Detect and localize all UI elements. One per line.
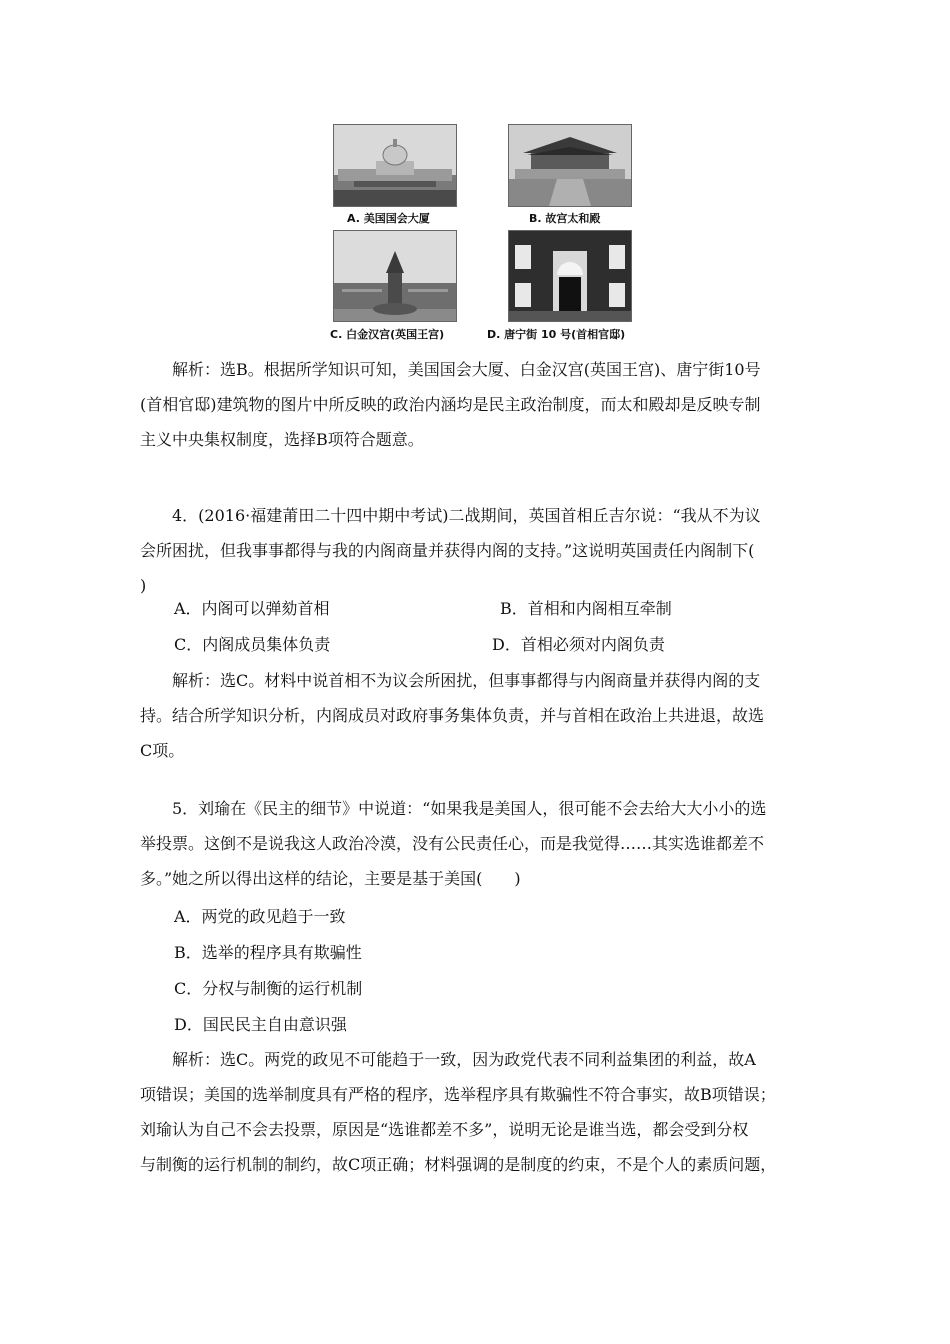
q5-analysis-line-3: 刘瑜认为自己不会去投票，原因是“选谁都差不多”，说明无论是谁当选，都会受到分权 <box>140 1120 749 1139</box>
q5-stem-line-2: 举投票。这倒不是说我这人政治冷漠，没有公民责任心，而是我觉得……其实选谁都差不 <box>140 834 765 853</box>
q5-option-b: B．选举的程序具有欺骗性 <box>174 943 362 962</box>
buckingham-palace-photo <box>333 230 457 322</box>
downing-street-photo <box>508 230 632 322</box>
q4-stem <box>140 498 820 603</box>
q4-option-c: C．内阁成员集体负责 <box>174 635 331 654</box>
building-photo-figure <box>330 122 635 344</box>
q5-stem <box>140 791 820 896</box>
caption-b: B. 故宫太和殿 <box>529 212 601 225</box>
q5-stem-line-3: 多。”她之所以得出这样的结论，主要是基于美国( ) <box>140 869 521 888</box>
q3-analysis-line-3: 主义中央集权制度，选择B项符合题意。 <box>140 430 424 449</box>
q3-analysis-line-2: (首相官邸)建筑物的图片中所反映的政治内涵均是民主政治制度，而太和殿却是反映专制 <box>140 395 761 414</box>
q5-option-d: D．国民民主自由意识强 <box>174 1015 347 1034</box>
caption-a: A. 美国国会大厦 <box>347 212 430 225</box>
q5-analysis-line-1: 解析：选C。两党的政见不可能趋于一致，因为政党代表不同利益集团的利益，故A <box>172 1050 756 1069</box>
q4-stem-line-3: ) <box>140 576 147 595</box>
q4-analysis-line-2: 持。结合所学知识分析，内阁成员对政府事务集体负责，并与首相在政治上共进退，故选 <box>140 706 765 725</box>
q5-analysis-line-4: 与制衡的运行机制的制约，故C项正确；材料强调的是制度的约束，不是个人的素质问题， <box>140 1155 777 1174</box>
q4-analysis <box>140 663 820 768</box>
taihe-hall-photo <box>508 124 632 207</box>
caption-d: D. 唐宁街 10 号(首相官邸) <box>487 328 626 341</box>
q4-analysis-line-1: 解析：选C。材料中说首相不为议会所困扰，但事事都得与内阁商量并获得内阁的支 <box>172 671 761 690</box>
q5-option-a: A．两党的政见趋于一致 <box>174 907 346 926</box>
q4-option-d: D．首相必须对内阁负责 <box>492 635 665 654</box>
q4-stem-line-2: 会所困扰，但我事事都得与我的内阁商量并获得内阁的支持。”这说明英国责任内阁制下( <box>140 541 755 560</box>
q3-analysis <box>140 352 820 457</box>
q5-stem-line-1: 5．刘瑜在《民主的细节》中说道：“如果我是美国人，很可能不会去给大大小小的选 <box>172 799 767 818</box>
q4-option-a: A．内阁可以弹劾首相 <box>174 599 330 618</box>
q5-analysis <box>140 1042 820 1182</box>
q5-option-c: C．分权与制衡的运行机制 <box>174 979 363 998</box>
q3-analysis-line-1: 解析：选B。根据所学知识可知，美国国会大厦、白金汉宫(英国王宫)、唐宁街10号 <box>172 360 761 379</box>
caption-c: C. 白金汉宫(英国王宫) <box>330 328 445 341</box>
q4-analysis-line-3: C项。 <box>140 741 185 760</box>
q5-analysis-line-2: 项错误；美国的选举制度具有严格的程序，选举程序具有欺骗性不符合事实，故B项错误； <box>140 1085 776 1104</box>
q4-option-b: B．首相和内阁相互牵制 <box>500 599 672 618</box>
q4-stem-line-1: 4．(2016·福建莆田二十四中期中考试)二战期间，英国首相丘吉尔说：“我从不为议 <box>172 506 761 525</box>
capitol-photo <box>333 124 457 207</box>
